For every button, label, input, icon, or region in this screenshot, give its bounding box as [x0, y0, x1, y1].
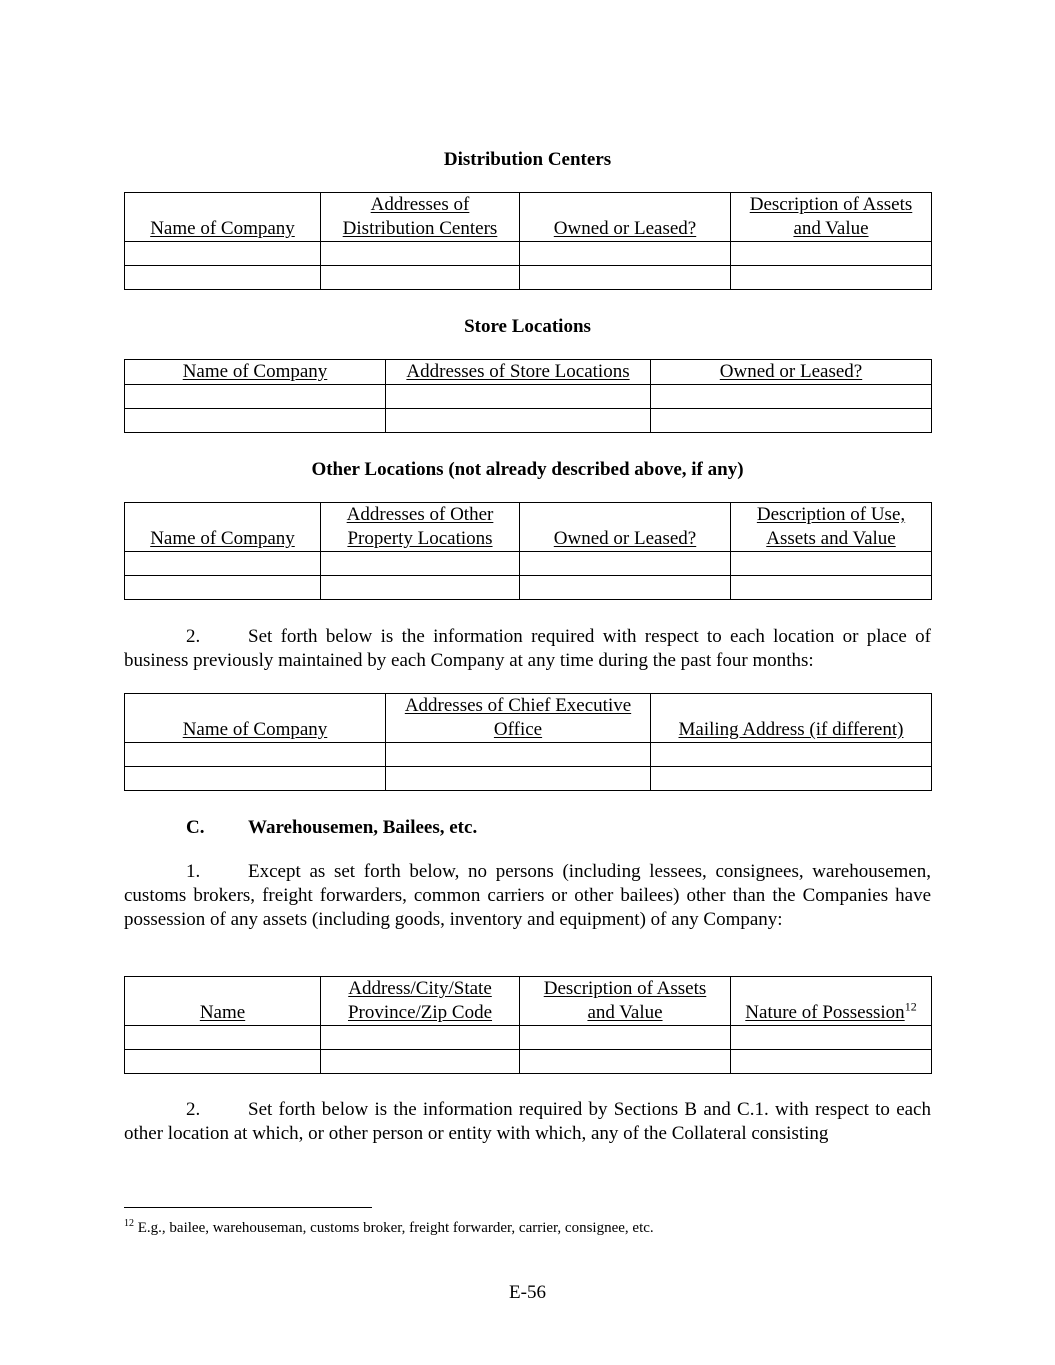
table-cell — [731, 1050, 932, 1074]
footnote-reference[interactable]: 12 — [904, 999, 917, 1014]
table-cell — [125, 743, 386, 767]
other-locations-heading: Other Locations (not already described above, if any) — [311, 459, 744, 480]
paragraph-c2 — [124, 1098, 931, 1146]
table-row — [125, 409, 932, 433]
table-cell — [651, 767, 932, 791]
table-cell — [386, 409, 651, 433]
paragraph-number: 1. — [186, 861, 201, 882]
footnote — [124, 1218, 654, 1238]
table-cell — [321, 1026, 520, 1050]
table-header-row — [125, 694, 932, 743]
table-row — [125, 552, 932, 576]
table-header-row — [125, 977, 932, 1026]
table-cell — [731, 552, 932, 576]
table-cell — [125, 266, 321, 290]
paragraph-number: 2. — [186, 1099, 201, 1120]
footnote-text: E.g., bailee, warehouseman, customs broker, freight forwarder, carrier, consignee, etc. — [137, 1220, 654, 1236]
table-cell — [321, 242, 520, 266]
bailees-table — [124, 976, 932, 1074]
paragraph-text: Set forth below is the information required by Sections B and C.1. with respect to each other location at which, or other person or entity with which, any of the Collateral consisting — [124, 1099, 931, 1144]
table-cell — [125, 242, 321, 266]
table-cell — [125, 767, 386, 791]
table-cell — [386, 385, 651, 409]
section-title: Warehousemen, Bailees, etc. — [248, 817, 478, 838]
store-locations-heading: Store Locations — [464, 316, 591, 337]
table-cell — [321, 576, 520, 600]
table-cell — [125, 409, 386, 433]
table-cell — [520, 1050, 731, 1074]
column-header: Name — [125, 977, 321, 1026]
table-cell — [321, 266, 520, 290]
table-cell — [651, 409, 932, 433]
column-header: Mailing Address (if different) — [651, 694, 932, 743]
column-header: Addresses of Chief Executive Office — [386, 694, 651, 743]
table-cell — [125, 1026, 321, 1050]
paragraph-text: Set forth below is the information required with respect to each location or place of business previously maintained by each Company at any time during the past four months: — [124, 626, 931, 671]
column-header: Description of Assets and Value — [731, 193, 932, 242]
table-cell — [520, 242, 731, 266]
store-locations-table — [124, 359, 932, 433]
table-cell — [520, 1026, 731, 1050]
table-cell — [125, 1050, 321, 1074]
column-header: Name of Company — [125, 694, 386, 743]
table-cell — [125, 576, 321, 600]
column-header: Name of Company — [125, 503, 321, 552]
table-cell — [731, 576, 932, 600]
table-row — [125, 767, 932, 791]
table-row — [125, 242, 932, 266]
distribution-centers-heading: Distribution Centers — [443, 149, 612, 170]
column-header: Description of Use, Assets and Value — [731, 503, 932, 552]
footnote-divider — [124, 1207, 372, 1208]
column-header: Owned or Leased? — [520, 503, 731, 552]
table-cell — [125, 552, 321, 576]
paragraph-b2 — [124, 625, 931, 673]
table-row — [125, 743, 932, 767]
column-header: Name of Company — [125, 360, 386, 385]
table-header-row — [125, 193, 932, 242]
other-locations-table — [124, 502, 932, 600]
table-cell — [651, 385, 932, 409]
table-row — [125, 1050, 932, 1074]
table-cell — [731, 242, 932, 266]
table-cell — [386, 767, 651, 791]
column-header: Addresses of Store Locations — [386, 360, 651, 385]
previous-locations-table — [124, 693, 932, 791]
column-header: Owned or Leased? — [651, 360, 932, 385]
table-cell — [731, 1026, 932, 1050]
column-header: Addresses of Other Property Locations — [321, 503, 520, 552]
column-header: Nature of Possession$^{12}$ — [731, 977, 932, 1026]
paragraph-number: 2. — [186, 626, 201, 647]
section-letter: C. — [186, 817, 205, 838]
distribution-centers-table — [124, 192, 932, 290]
paragraph-c1 — [124, 860, 931, 932]
table-cell — [520, 576, 731, 600]
table-cell — [520, 552, 731, 576]
column-header: Description of Assets and Value — [520, 977, 731, 1026]
paragraph-text: Except as set forth below, no persons (including lessees, consignees, warehousemen, customs brokers, freight forwarders, common carriers or other bailees) other than the Companies have possession of any assets (including goods, inventory and equipment) of any Company: — [124, 861, 931, 930]
table-cell — [125, 385, 386, 409]
table-cell — [520, 266, 731, 290]
table-cell — [321, 1050, 520, 1074]
column-header: Address/City/State Province/Zip Code — [321, 977, 520, 1026]
table-header-row — [125, 360, 932, 385]
table-row — [125, 576, 932, 600]
table-cell — [651, 743, 932, 767]
table-row — [125, 1026, 932, 1050]
table-cell — [731, 266, 932, 290]
table-cell — [386, 743, 651, 767]
footnote-marker: 12 — [124, 1218, 134, 1229]
table-cell — [321, 552, 520, 576]
column-header: Name of Company — [125, 193, 321, 242]
column-header: Addresses of Distribution Centers — [321, 193, 520, 242]
table-row — [125, 266, 932, 290]
page-number: E-56 — [509, 1282, 546, 1303]
table-header-row — [125, 503, 932, 552]
section-c-heading — [186, 816, 477, 840]
column-header: Owned or Leased? — [520, 193, 731, 242]
table-row — [125, 385, 932, 409]
